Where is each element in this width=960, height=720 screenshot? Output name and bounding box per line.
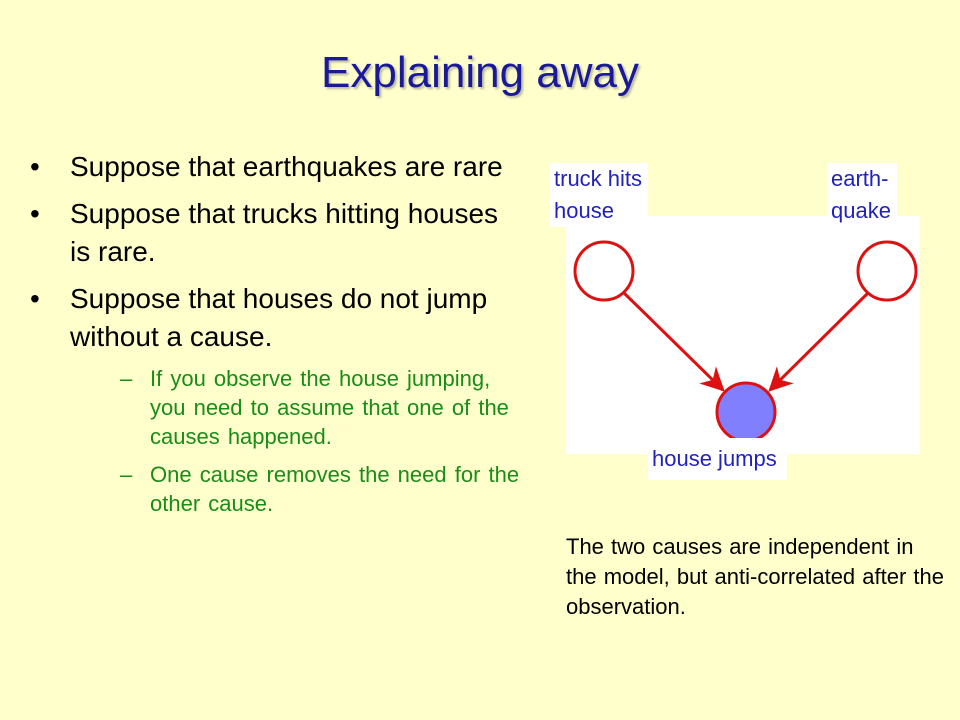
sub-bullet-dash: –: [120, 366, 133, 391]
label-house-jumps: [648, 438, 787, 480]
node-earthquake: [858, 242, 916, 300]
diagram-caption: The two causes are independent in the model, but anti-correlated after the observation.: [566, 534, 944, 619]
node-truck-hits-house: [575, 242, 633, 300]
label-truck-hits-house: [550, 163, 648, 227]
label-line: quake: [831, 198, 891, 223]
bullet-text: Suppose that houses do not jump without a cause.: [70, 283, 488, 352]
node-house-jumps: [717, 383, 775, 441]
bullet-dot: •: [30, 151, 40, 182]
bullet-dot: •: [30, 283, 40, 314]
label-line: house: [554, 198, 614, 223]
label-line: earth-: [831, 166, 889, 191]
bullet-text: Suppose that earthquakes are rare: [70, 151, 503, 182]
sub-bullet-text: One cause removes the need for the other cause.: [150, 462, 520, 516]
edge-quake-to-house: [770, 293, 868, 390]
label-line: truck hits: [554, 166, 643, 191]
sub-bullet-dash: –: [120, 462, 133, 487]
bullet-text: Suppose that trucks hitting houses is rare.: [70, 198, 499, 267]
label-line: house jumps: [652, 446, 777, 471]
bullet-dot: •: [30, 198, 40, 229]
sub-bullet-text: If you observe the house jumping, you need to assume that one of the causes happened.: [150, 366, 509, 449]
label-earthquake: [827, 163, 897, 227]
edge-truck-to-house: [624, 293, 723, 390]
slide-title: Explaining away: [321, 48, 639, 97]
